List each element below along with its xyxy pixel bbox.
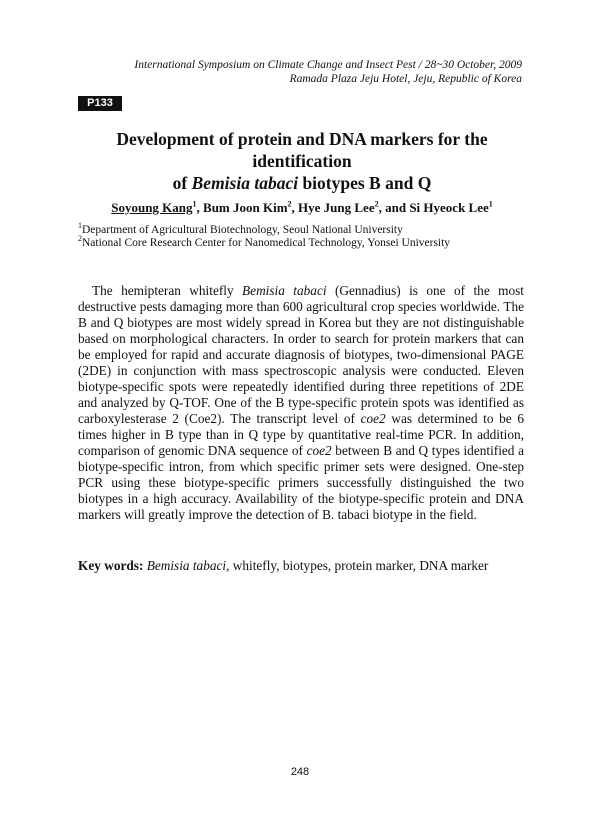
- abstract-gene: coe2: [306, 443, 332, 458]
- conference-header-line1: International Symposium on Climate Change and Insect Pest / 28~30 October, 2009: [134, 59, 522, 71]
- page-number: 248: [290, 766, 310, 778]
- affiliation-item: [78, 234, 526, 250]
- author-separator: ,: [291, 200, 299, 215]
- abstract: [78, 283, 524, 523]
- title-line2-suffix: biotypes B and Q: [298, 173, 432, 193]
- abstract-gene: coe2: [360, 411, 386, 426]
- title-line2-prefix: of: [172, 173, 192, 193]
- author-affiliation-mark: 2: [374, 199, 379, 209]
- author-separator: ,: [196, 200, 204, 215]
- author-list: [78, 200, 526, 216]
- keywords-label: Key words:: [78, 558, 147, 573]
- affiliation-text: National Core Research Center for Nanomedical Technology, Yonsei University: [82, 237, 451, 249]
- author-name: Si Hyeock Lee: [409, 200, 489, 215]
- author-name: Hye Jung Lee: [298, 200, 375, 215]
- author-affiliation-mark: 1: [192, 199, 197, 209]
- poster-number-badge: P133: [78, 96, 122, 111]
- abstract-text: between B and Q types identified a biotype-specific intron, from which specific primer sets were designed. One-step PCR using these biotype-specific primers successfully distinguished the two biotypes in a high accuracy. Availability of the biotype-specific protein and DNA markers will greatly improve the detection of B. tabaci biotype in the field.: [78, 443, 524, 522]
- author-separator: , and: [378, 200, 410, 215]
- title-line1: Development of protein and DNA markers for the identification: [116, 129, 488, 171]
- author-affiliation-mark: 2: [287, 199, 292, 209]
- affiliation-mark: 2: [78, 234, 82, 244]
- title-line2: [78, 172, 526, 194]
- abstract-paragraph: [78, 283, 524, 523]
- author-name: Soyoung Kang: [111, 200, 193, 215]
- keywords: [78, 558, 524, 574]
- conference-header: [134, 58, 522, 86]
- author-name: Bum Joon Kim: [203, 200, 288, 215]
- conference-header-line2: Ramada Plaza Jeju Hotel, Jeju, Republic of Korea: [289, 73, 522, 85]
- affiliation-mark: 1: [78, 221, 82, 231]
- author-affiliation-mark: 1: [488, 199, 493, 209]
- paper-title: [78, 128, 526, 194]
- affiliation-list: [78, 221, 526, 250]
- affiliation-item: [78, 221, 526, 237]
- abstract-text: was determined to be 6 times higher in B type than in Q type by quantitative real-time PCR. In addition, comparison of genomic DNA sequence of: [78, 411, 524, 458]
- affiliation-text: Department of Agricultural Biotechnology, Seoul National University: [82, 224, 403, 236]
- keywords-species: Bemisia tabaci: [146, 558, 227, 573]
- abstract-species: Bemisia tabaci: [242, 283, 327, 298]
- abstract-text: (Gennadius) is one of the most destructive pests damaging more than 600 agricultural crop species worldwide. The B and Q biotypes are most widely spread in Korea but they are not distinguishable based on morphological characters. In order to search for protein markers that can be employed for rapid and accurate diagnosis of biotypes, two-dimensional PAGE (2DE) in conjunction with mass spectroscopic analysis were conducted. Eleven biotype-specific spots were repeatedly identified during three repetitions of 2DE and analyzed by Q-TOF. One of the B type-specific protein spots was identified as carboxylesterase 2 (Coe2). The transcript level of: [78, 283, 525, 426]
- title-species: Bemisia tabaci: [191, 173, 299, 193]
- abstract-text: The hemipteran whitefly: [92, 283, 243, 298]
- keywords-rest: , whitefly, biotypes, protein marker, DNA marker: [226, 558, 489, 573]
